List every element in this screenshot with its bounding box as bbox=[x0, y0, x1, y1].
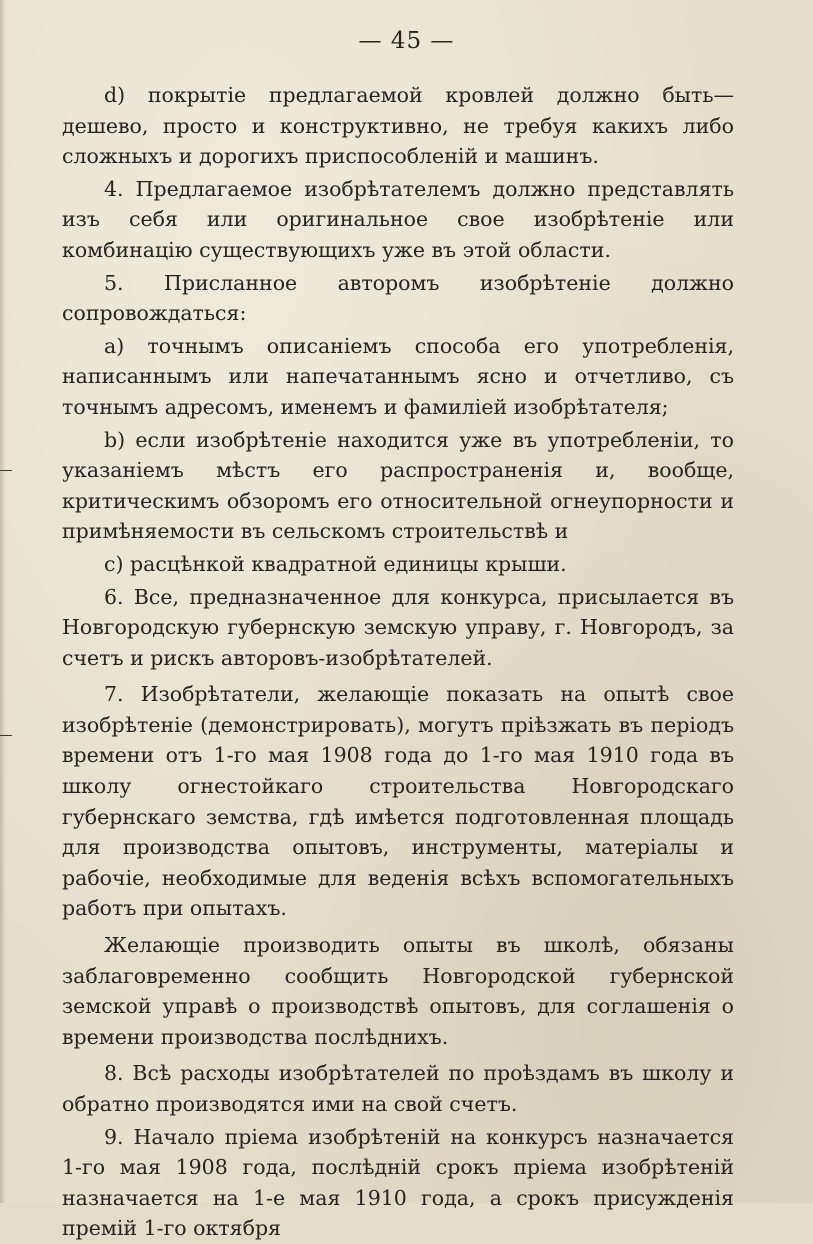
paragraph-clause-7: 7. Изобрѣтатели, желающіе показать на опытѣ свое изобрѣтеніе (демонстрировать), могутъ пріѣзжать въ періодъ времени отъ 1-го мая 1908 года до 1-го мая 1910 года въ школу огнестойкаго строительства Новгородскаго губернскаго земства, гдѣ имѣется подготовленная площадь для производства опытовъ, инструменты, матеріалы и рабочіе, необходимые для веденія всѣхъ вспомогательныхъ работъ при опытахъ. bbox=[62, 682, 734, 921]
paragraph-clause-8: 8. Всѣ расходы изобрѣтателей по проѣздамъ въ школу и обратно производятся ими на свой счетъ. bbox=[62, 1061, 734, 1116]
binding-mark bbox=[0, 735, 12, 736]
paragraph-item-a: a) точнымъ описаніемъ способа его употребленія, написаннымъ или напечатаннымъ ясно и отчетливо, съ точнымъ адресомъ, именемъ и фамиліей изобрѣтателя; bbox=[62, 333, 734, 419]
body-text bbox=[62, 80, 734, 1244]
paragraph-clause-9: 9. Начало пріема изобрѣтеній на конкурсъ назначается 1-го мая 1908 года, послѣдній срокъ пріема изобрѣтеній назначается на 1-е мая 1910 года, а срокъ присужденія премій 1-го октября bbox=[62, 1124, 734, 1241]
page-edge-shadow bbox=[0, 0, 6, 1203]
page-number: — 45 — bbox=[358, 28, 455, 54]
paragraph-item-b: b) если изобрѣтеніе находится уже въ употребленіи, то указаніемъ мѣстъ его распространенія и, вообще, критическимъ обзоромъ его относительной огнеупорности и примѣняемости въ сельскомъ строительствѣ и bbox=[62, 427, 734, 544]
paragraph-clause-5: 5. Присланное авторомъ изобрѣтеніе должно сопровождаться: bbox=[62, 270, 734, 326]
paragraph-item-c: c) расцѣнкой квадратной единицы крыши. bbox=[104, 551, 567, 576]
paragraph-clause-4: 4. Предлагаемое изобрѣтателемъ должно представлять изъ себя или оригинальное свое изобрѣтеніе или комбинацію существующихъ уже въ этой области. bbox=[62, 176, 734, 262]
paragraph-school-experiments: Желающіе производить опыты въ школѣ, обязаны заблаговременно сообщить Новгородской губернской земской управѣ о производствѣ опытовъ, для соглашенія о времени производства послѣднихъ. bbox=[62, 933, 734, 1049]
paragraph-clause-6: 6. Все, предназначенное для конкурса, присылается въ Новгородскую губернскую земскую управу, г. Новгородъ, за счетъ и рискъ авторовъ-изобрѣтателей. bbox=[62, 584, 734, 670]
paragraph-item-d: d) покрытіе предлагаемой кровлей должно быть—дешево, просто и конструктивно, не требуя какихъ либо сложныхъ и дорогихъ приспособленій и машинъ. bbox=[62, 83, 734, 169]
binding-mark bbox=[0, 470, 12, 471]
